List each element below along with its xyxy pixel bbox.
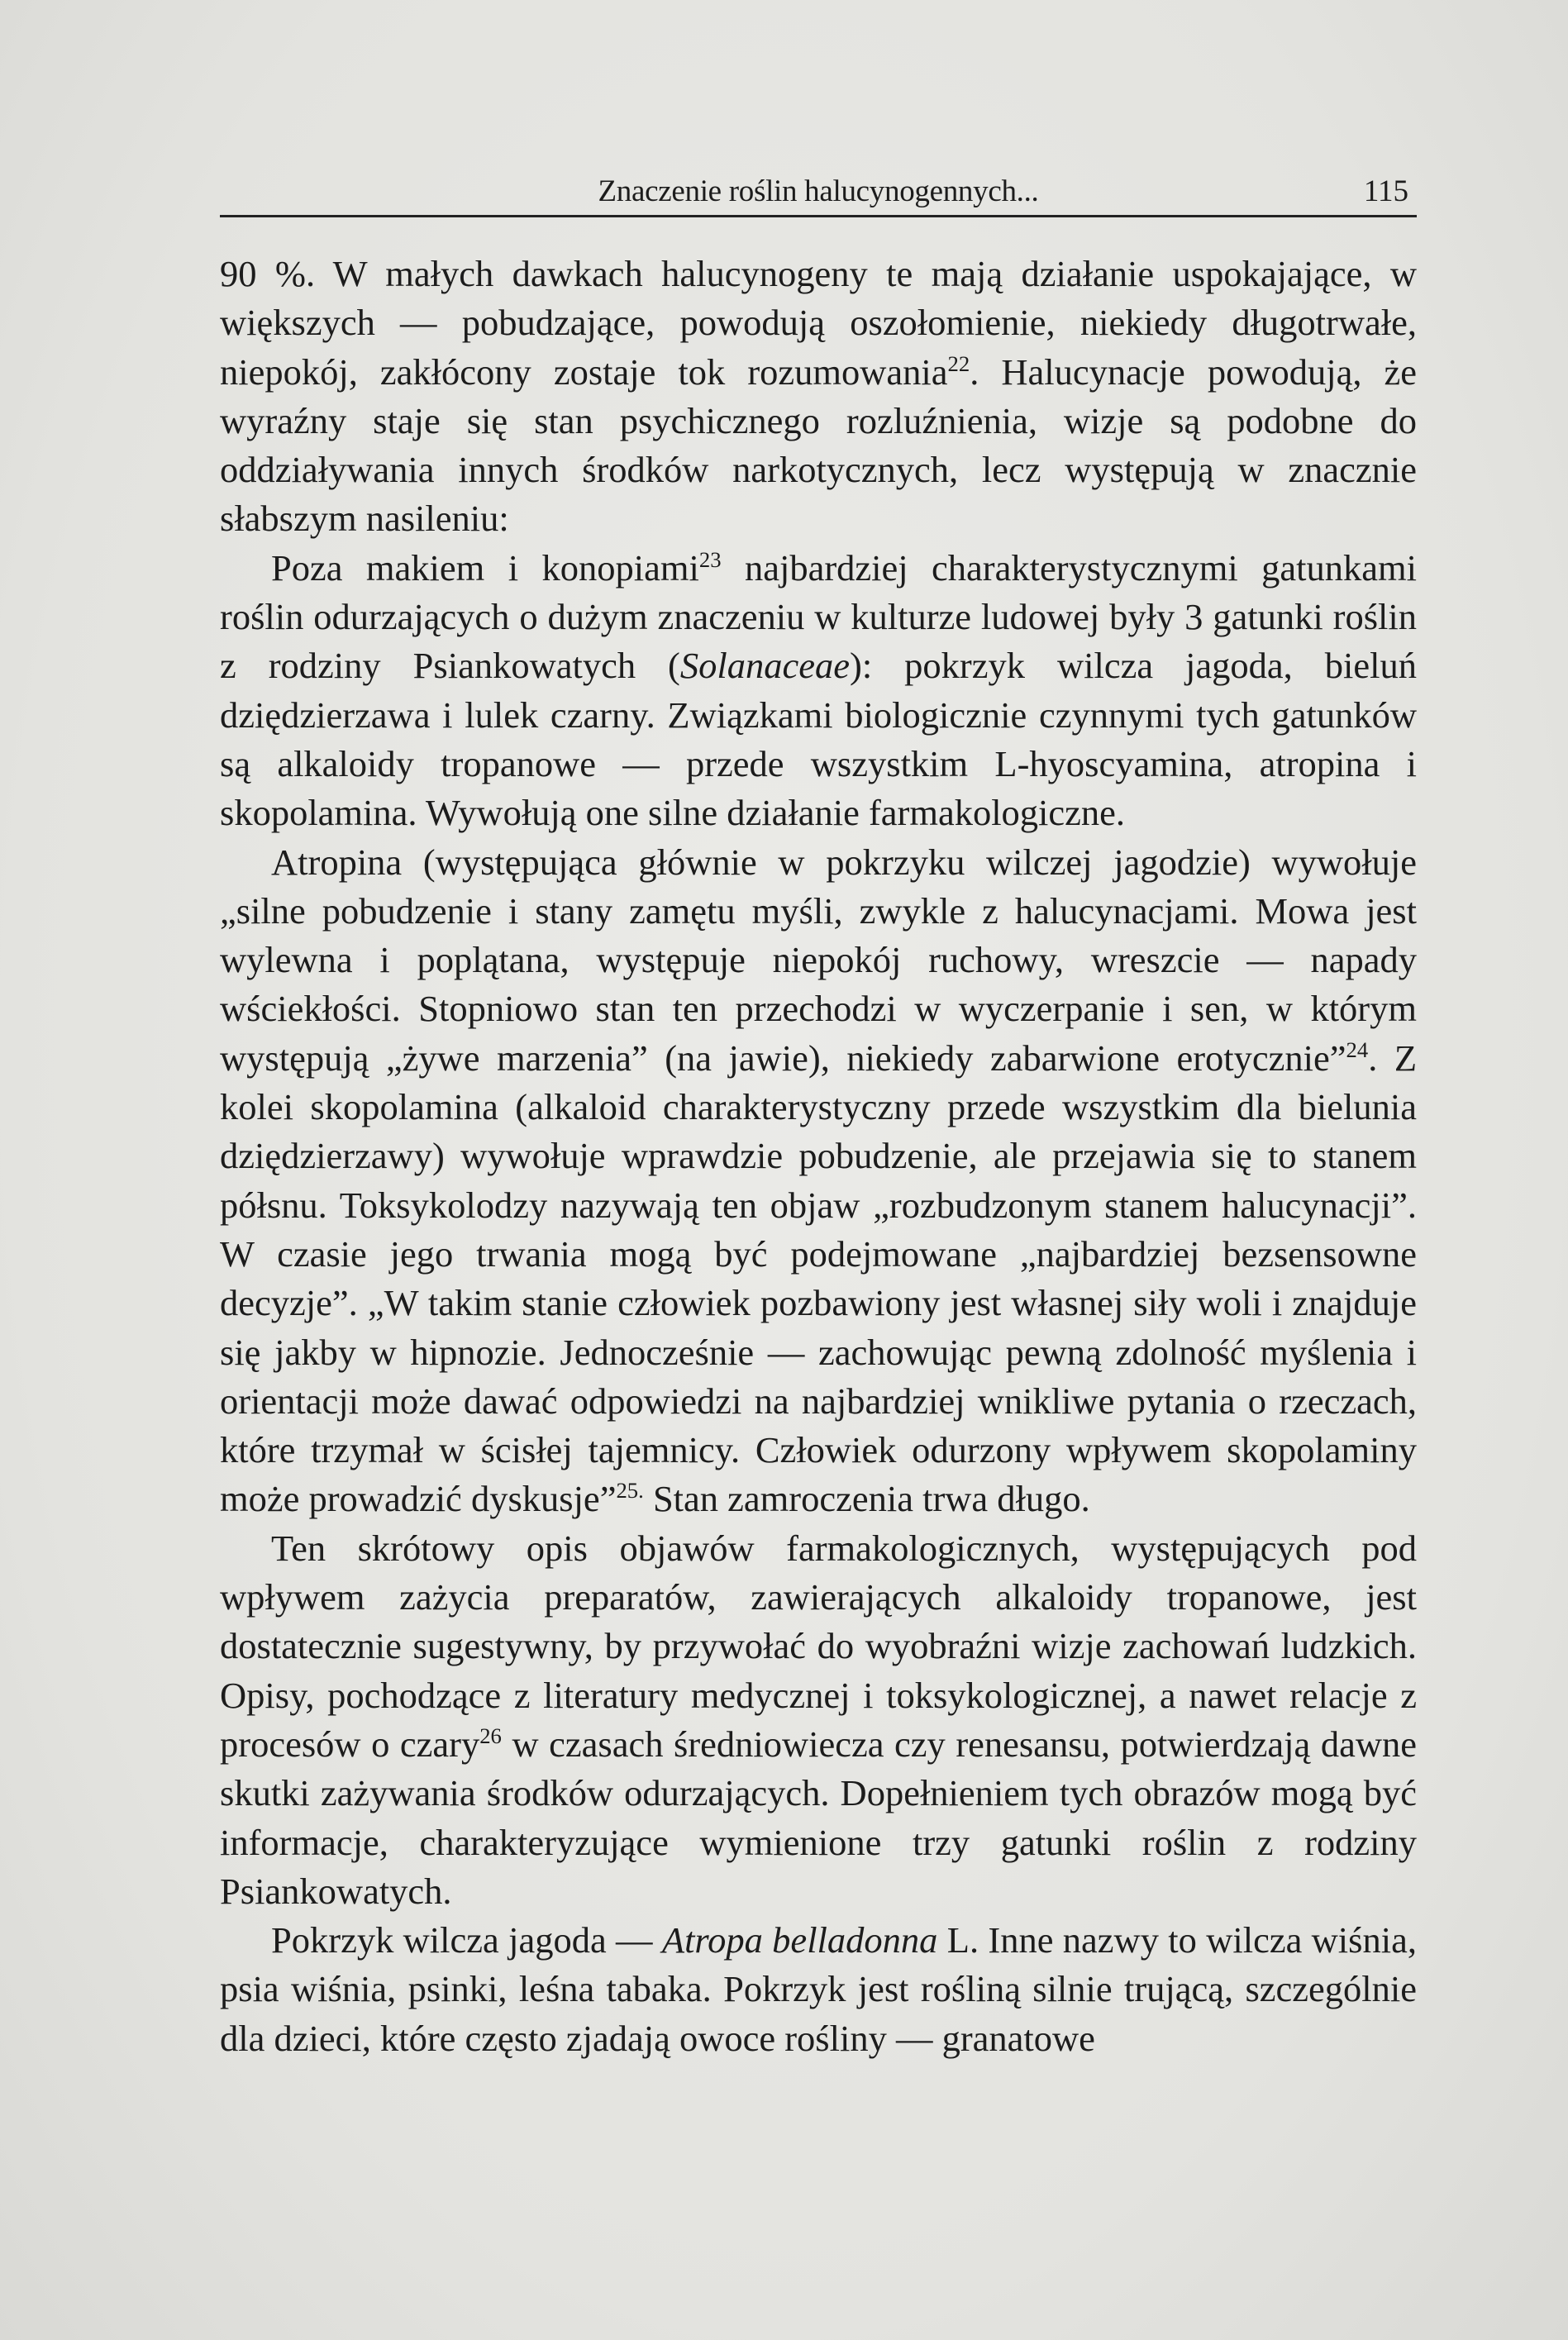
footnote-ref: 22	[947, 350, 970, 376]
text-run: Stan zamroczenia trwa długo.	[643, 1478, 1090, 1520]
running-header	[220, 165, 1417, 217]
footnote-ref: 24	[1346, 1037, 1369, 1062]
paragraph	[220, 1916, 1417, 2063]
text-run: Pokrzyk wilcza jagoda —	[271, 1919, 662, 1961]
italic-term: Atropa belladonna	[661, 1919, 938, 1961]
text-run: Ten skrótowy opis objawów farmakologicznych, występujących pod wpływem zażycia preparatów, zawierających alkaloidy tropanowe, jest dostatecznie sugestywny, by przywołać do wyobraźni wizje zachowań ludzkich. Opisy, pochodzące z literatury medycznej i toksykologicznej, a nawet relacje z procesów o czary	[220, 1527, 1417, 1765]
paragraph	[220, 250, 1417, 544]
text-run: ): pokrzyk wilcza jagoda, bieluń dziędzierzawa i lulek czarny. Związkami biologicznie czynnymi tych gatunków są alkaloidy tropanowe — przede wszystkim L-hyoscyamina, atropina i skopolamina. Wywołują one silne działanie farmakologiczne.	[220, 645, 1417, 834]
text-run: L. Inne nazwy to wilcza wiśnia, psia wiśnia, psinki, leśna tabaka. Pokrzyk jest rośliną silnie trującą, szczególnie dla dzieci, które często zjadają owoce rośliny — granatowe	[220, 1919, 1417, 2059]
running-title: Znaczenie roślin halucynogennych...	[598, 174, 1039, 208]
text-run: 90 %. W małych dawkach halucynogeny te mają działanie uspokajające, w większych — pobudzające, powodują oszołomienie, niekiedy długotrwałe, niepokój, zakłócony zostaje tok rozumowania	[220, 253, 1417, 393]
paragraph	[220, 838, 1417, 1524]
text-run: . Z kolei skopolamina (alkaloid charakterystyczny przede wszystkim dla bielunia dziędzierzawy) wywołuje wprawdzie pobudzenie, ale przejawia się to stanem półsnu. Toksykolodzy nazywają ten objaw „rozbudzonym stanem halucynacji”. W czasie jego trwania mogą być podejmowane „najbardziej bezsensowne decyzje”. „W takim stanie człowiek pozbawiony jest własnej siły woli i znajduje się jakby w hipnozie. Jednocześnie — zachowując pewną zdolność myślenia i orientacji może dawać odpowiedzi na najbardziej wnikliwe pytania o rzeczach, które trzymał w ścisłej tajemnicy. Człowiek odurzony wpływem skopolaminy może prowadzić dyskusje”	[220, 1037, 1417, 1520]
paragraph	[220, 1524, 1417, 1916]
text-run: Poza makiem i konopiami	[271, 546, 699, 589]
text-run: najbardziej charakterystycznymi gatunkami roślin odurzających o dużym znaczeniu w kulturze ludowej były 3 gatunki roślin z rodziny Psiankowatych (	[220, 546, 1417, 687]
footnote-ref: 25.	[616, 1478, 644, 1504]
page-number: 115	[1363, 174, 1408, 208]
text-run: w czasach średniowiecza czy renesansu, potwierdzają dawne skutki zażywania środków odurzających. Dopełnieniem tych obrazów mogą być informacje, charakteryzujące wymienione trzy gatunki roślin z rodziny Psiankowatych.	[220, 1723, 1417, 1912]
text-run: . Halucynacje powodują, że wyraźny staje się stan psychicznego rozluźnienia, wizje są podobne do oddziaływania innych środków narkotycznych, lecz występują w znacznie słabszym nasileniu:	[220, 350, 1417, 540]
paragraph	[220, 544, 1417, 838]
body-text	[220, 250, 1417, 2063]
footnote-ref: 23	[698, 546, 722, 572]
footnote-ref: 26	[479, 1723, 502, 1748]
text-run: Atropina (występująca głównie w pokrzyku wilczej jagodzie) wywołuje „silne pobudzenie i stany zamętu myśli, zwykle z halucynacjami. Mowa jest wylewna i poplątana, występuje niepokój ruchowy, wreszcie — napady wściekłości. Stopniowo stan ten przechodzi w wyczerpanie i sen, w którym występują „żywe marzenia” (na jawie), niekiedy zabarwione erotycznie”	[220, 841, 1417, 1079]
italic-term: Solanaceae	[679, 645, 850, 687]
